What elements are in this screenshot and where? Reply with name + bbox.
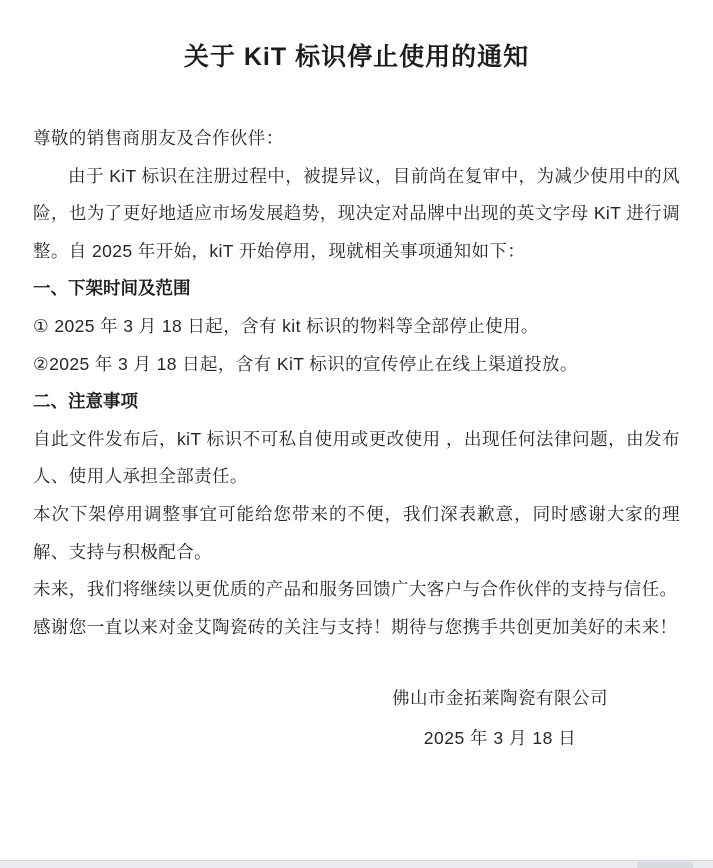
taskbar-top-edge[interactable] <box>0 860 713 868</box>
salutation-line: 尊敬的销售商朋友及合作伙伴： <box>33 128 284 148</box>
taskbar-app-indicator[interactable] <box>637 862 693 868</box>
section2-heading: 二、注意事项 <box>33 391 138 412</box>
document-title: 关于 KiT 标识停止使用的通知 <box>183 43 530 71</box>
section2-paragraph-1: 自此文件发布后，kiT 标识不可私自使用或更改使用 ，出现任何法律问题，由发布人、使用人承担全部责任。 <box>33 428 680 487</box>
intro-paragraph: 由于 KiT 标识在注册过程中，被提异议，目前尚在复审中，为减少使用中的风险，也为了更好地适应市场发展趋势，现决定对品牌中出现的英文字母 KiT 进行调整。自 2025 年开始，kiT 开始停用，现就相关事项通知如下： <box>33 165 680 261</box>
section2-paragraph-4: 感谢您一直以来对金艾陶瓷砖的关注与支持！期待与您携手共创更加美好的未来！ <box>33 616 678 637</box>
signature-date: 2025 年 3 月 18 日 <box>423 727 577 748</box>
section1-item-2: ②2025 年 3 月 18 日起，含有 KiT 标识的宣传停止在线上渠道投放。 <box>33 353 578 374</box>
section2-paragraph-2: 本次下架停用调整事宜可能给您带来的不便，我们深表歉意，同时感谢大家的理解、支持与积极配合。 <box>33 503 680 562</box>
section1-item-1: ① 2025 年 3 月 18 日起，含有 kit 标识的物料等全部停止使用。 <box>33 315 539 336</box>
signature-block <box>392 680 608 757</box>
section2-paragraph-3: 未来，我们将继续以更优质的产品和服务回馈广大客户与合作伙伴的支持与信任。 <box>33 579 678 600</box>
section1-heading: 一、下架时间及范围 <box>33 278 191 299</box>
signature-company: 佛山市金拓莱陶瓷有限公司 <box>392 688 608 709</box>
